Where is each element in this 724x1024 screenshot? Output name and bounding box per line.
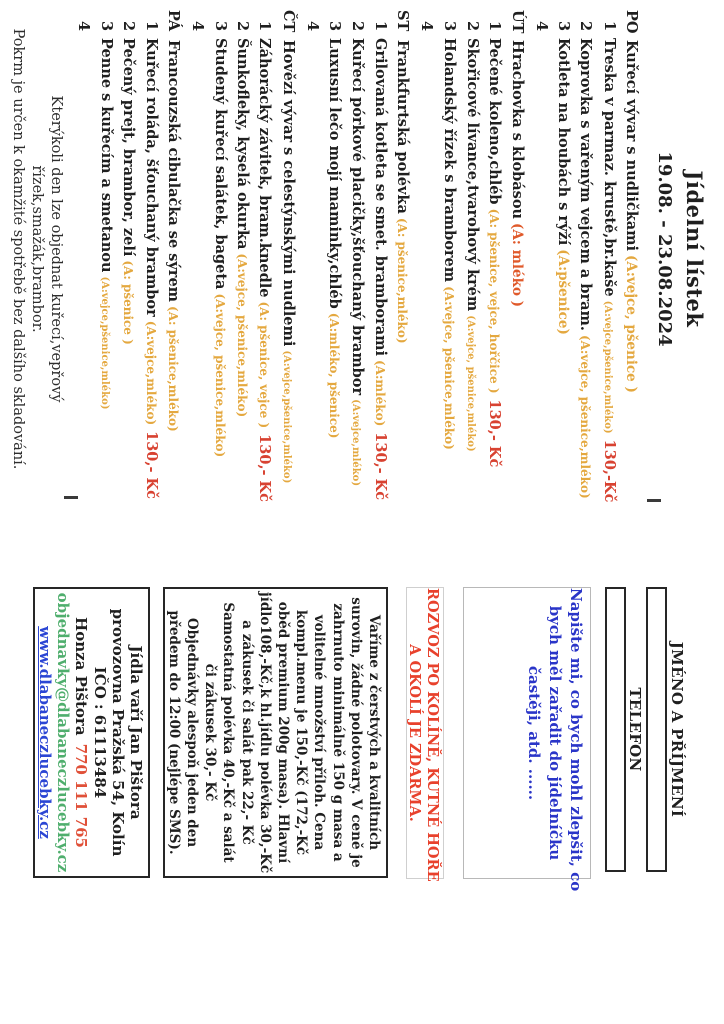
menu-row [302, 10, 323, 488]
item-number: 2 [463, 21, 481, 32]
allergen-note: (A:vejce, pšenice,mléko) [441, 286, 456, 450]
page-title: Jídelní lístek [682, 170, 707, 328]
dish-name: Koprovka s vařeným vejcem a bram. [577, 38, 595, 331]
contact-lines [90, 589, 145, 876]
day-code: ST [394, 10, 412, 32]
day-code: ČT [279, 10, 297, 33]
menu-row [139, 10, 161, 499]
menu-row [416, 10, 437, 488]
contact-phone-line [72, 589, 90, 876]
fold-mark [64, 496, 78, 499]
dish-name: Pečený prejt, brambor, zelí [120, 38, 138, 257]
text-line: a zákusek či salát pak 22,- Kč [238, 620, 255, 845]
menu-row [391, 10, 413, 488]
menu-lines [73, 10, 642, 503]
text-line: Napište mi, co bych mohl zlepšit, co [567, 588, 585, 892]
day-block [187, 10, 298, 502]
menu-row [531, 10, 552, 488]
menu-column [8, 10, 707, 503]
dish-name: Frankfurtská polévka [394, 40, 412, 214]
footnote: Pokrm je určen k okamžité spotřebě bez dalšího skladování. [9, 28, 26, 470]
menu-row [483, 10, 505, 488]
allergen-note: (A:vejce, pšenice,mléko) [212, 293, 227, 458]
allergen-note: (A: pšenice, vejce, hořčice ) [487, 208, 502, 394]
price: 130,- Kč [486, 399, 504, 468]
item-number: 2 [349, 21, 367, 32]
contact-box [33, 587, 150, 878]
dish-name: Kuřecí pórkové placičky,šťouchaný brambor [349, 38, 367, 396]
item-number: 3 [440, 21, 458, 32]
fold-mark [647, 499, 661, 502]
dish-name: Záhorácký závitek, bram.knedle [256, 38, 274, 298]
dish-name: Holandský řízek s bramborem [440, 38, 458, 283]
feedback-box [463, 587, 591, 892]
item-number: 1 [600, 21, 618, 32]
menu-row [368, 10, 390, 501]
dish-name: Šunkofleky, kyselá okurka [233, 38, 251, 250]
item-number: 3 [326, 21, 344, 32]
menu-row [73, 10, 94, 488]
menu-row [460, 10, 483, 488]
allergen-note: (A:vejce,pšenice,mléko) [601, 300, 613, 434]
item-number: 2 [233, 21, 251, 32]
menu-row [505, 10, 527, 488]
menu-row [162, 10, 184, 488]
allergen-note: (A: pšenice,mléko) [395, 217, 410, 344]
text-line: volitelné množství příloh. Cena [311, 614, 328, 851]
dish-name: Kotleta na houbách s rýží [555, 38, 573, 246]
allergen-note: (A:vejce, pšenice,mléko) [578, 334, 593, 499]
allergen-note: (A:vejce,mléko) [350, 399, 362, 487]
item-number: 1 [371, 21, 389, 32]
text-line: zahrnuto minimálně 150 g masa a [329, 603, 346, 862]
footnote: Kterýkoli den lze objednat kuřecí,vepřový řízek,smažák,brambor. [28, 95, 64, 403]
allergen-note: (A:vejce,mléko) [143, 320, 158, 426]
allergen-note: (A:vejce,pšenice,mléko) [99, 276, 111, 410]
phone-input-box [605, 587, 626, 872]
day-block [416, 10, 527, 488]
allergen-note: (A:vejce, pšenice ) [623, 255, 639, 393]
day-block [531, 10, 642, 503]
menu-row [94, 10, 117, 488]
text-line: ROZVOZ PO KOLÍNĚ, KUTNÉ HOŘE [424, 588, 441, 882]
day-block [73, 10, 184, 499]
delivery-box [406, 587, 444, 882]
phone-number: 770 111 765 [72, 743, 91, 848]
item-number: 1 [486, 21, 504, 32]
item-number: 4 [418, 21, 436, 32]
footnotes [8, 10, 65, 488]
name-label: JMÉNO A PŘÍJMENÍ [668, 641, 686, 818]
allergen-note: (A:mléko, pšenice) [327, 312, 342, 439]
allergen-note: (A:pšenice) [555, 249, 572, 335]
day-code: PÁ [165, 10, 183, 32]
menu-row [345, 10, 368, 488]
allergen-note: (A:mléko) [372, 359, 387, 427]
menu-row [231, 10, 253, 488]
menu-row [620, 10, 642, 488]
text-line: provozovna Pražská 54, Kolín [108, 608, 127, 857]
item-number: 3 [555, 21, 573, 32]
dish-name: Hovězí vývar s celestýnskými nudlemi [279, 40, 297, 347]
allergen-note: (A: mléko ) [508, 223, 525, 308]
text-line: bych měl zařadit do jídelníčku [546, 605, 564, 861]
price: 130,- Kč [371, 432, 389, 501]
menu-row [253, 10, 275, 502]
allergen-note: (A:vejce, pšenice,mléko) [464, 315, 476, 452]
text-line: kompl.menu je 150,-Kč (172,-Kč [293, 609, 310, 856]
allergen-note: (A: pšenice,mléko) [166, 306, 181, 432]
allergen-note: (A: pšenice ) [121, 260, 136, 345]
menu-row [552, 10, 574, 488]
allergen-note: (A:vejce,pšenice,mléko) [280, 350, 292, 484]
text-line: jídlo108,-Kč,k hl.jídlu polévka 30,-Kč [256, 591, 273, 874]
text-line: předem do 12:00 (nejlépe SMS). [165, 610, 182, 855]
email-address: objednavky@dlabaneczlucebky.cz [54, 592, 73, 873]
dish-name: Kuřecí vývar s nudličkami [623, 40, 640, 252]
item-number: 4 [532, 21, 550, 32]
item-number: 4 [189, 21, 207, 32]
pricing-box [163, 587, 388, 878]
text-line: surovin, žádné polotovary. V ceně je [347, 597, 364, 868]
menu-row [323, 10, 345, 488]
date-range: 19.08. - 23.08.2024 [654, 151, 675, 347]
dish-name: Kuřecí roláda, šťouchaný brambor [142, 38, 160, 317]
menu-row [574, 10, 596, 499]
item-number: 4 [74, 21, 92, 32]
dish-name: Pečené koleno,chléb [486, 38, 504, 205]
dish-name: Penne s kuřecím a smetanou [98, 38, 116, 273]
menu-row [208, 10, 230, 488]
day-block [302, 10, 413, 501]
item-number: 2 [577, 21, 595, 32]
allergen-note: (A:vejce, pšenice,mléko) [234, 253, 249, 418]
text-line: či zákusek 30,- Kč [202, 663, 219, 802]
item-number: 1 [142, 21, 160, 32]
phone-owner: Honza Pištora [72, 617, 91, 736]
dish-name: Studený kuřecí salátek, bageta [211, 38, 229, 290]
dish-name: Francouzská cibulačka se sýrem [165, 40, 183, 303]
price: 130,- Kč [256, 434, 274, 502]
text-line: Objednávky alespoň jeden den [183, 617, 200, 848]
text-line: IČO : 61113484 [90, 666, 109, 799]
menu-row [275, 10, 298, 488]
price: 130,-Kč [600, 439, 618, 503]
dish-name: Luxusní lečo mojí maminky,chléb [326, 38, 344, 309]
text-line: oběd premium 200g masa). Hlavní [274, 601, 291, 864]
phone-label: TELEFON [626, 687, 644, 772]
dish-name: Hrachovka s klobásou [508, 40, 526, 220]
item-number: 2 [120, 21, 138, 32]
item-number: 3 [211, 21, 229, 32]
menu-row [437, 10, 459, 488]
day-code: ÚT [508, 10, 526, 34]
text-line: A OKOLÍ JE ZDARMA. [406, 644, 423, 822]
text-line: Jídla vaří Jan Pištora [127, 645, 145, 820]
menu-row [596, 10, 619, 503]
item-number: 4 [303, 21, 321, 32]
name-input-box [646, 587, 667, 872]
item-number: 1 [256, 21, 274, 32]
allergen-note: (A: pšenice, vejce ) [257, 301, 272, 429]
text-line: častěji, atd. ...... [525, 665, 543, 801]
text-line: Samostatná polévka 40,-Kč a salát [220, 602, 237, 863]
dish-name: Skořicové lívance,tvarohový krém [463, 38, 481, 312]
price: 130,- Kč [142, 431, 160, 499]
menu-row [117, 10, 139, 488]
menu-row [187, 10, 208, 488]
item-number: 3 [98, 21, 116, 32]
day-code: PO [623, 10, 640, 34]
text-line: Vaříme z čerstvých a kvalitních [366, 614, 382, 851]
dish-name: Grilovaná kotleta se smet. bramborami [371, 38, 389, 356]
website-link: www.dlabaneczlucebky.cz [35, 626, 54, 839]
dish-name: Treska v parmaz. krustě,br.kaše [600, 38, 618, 297]
